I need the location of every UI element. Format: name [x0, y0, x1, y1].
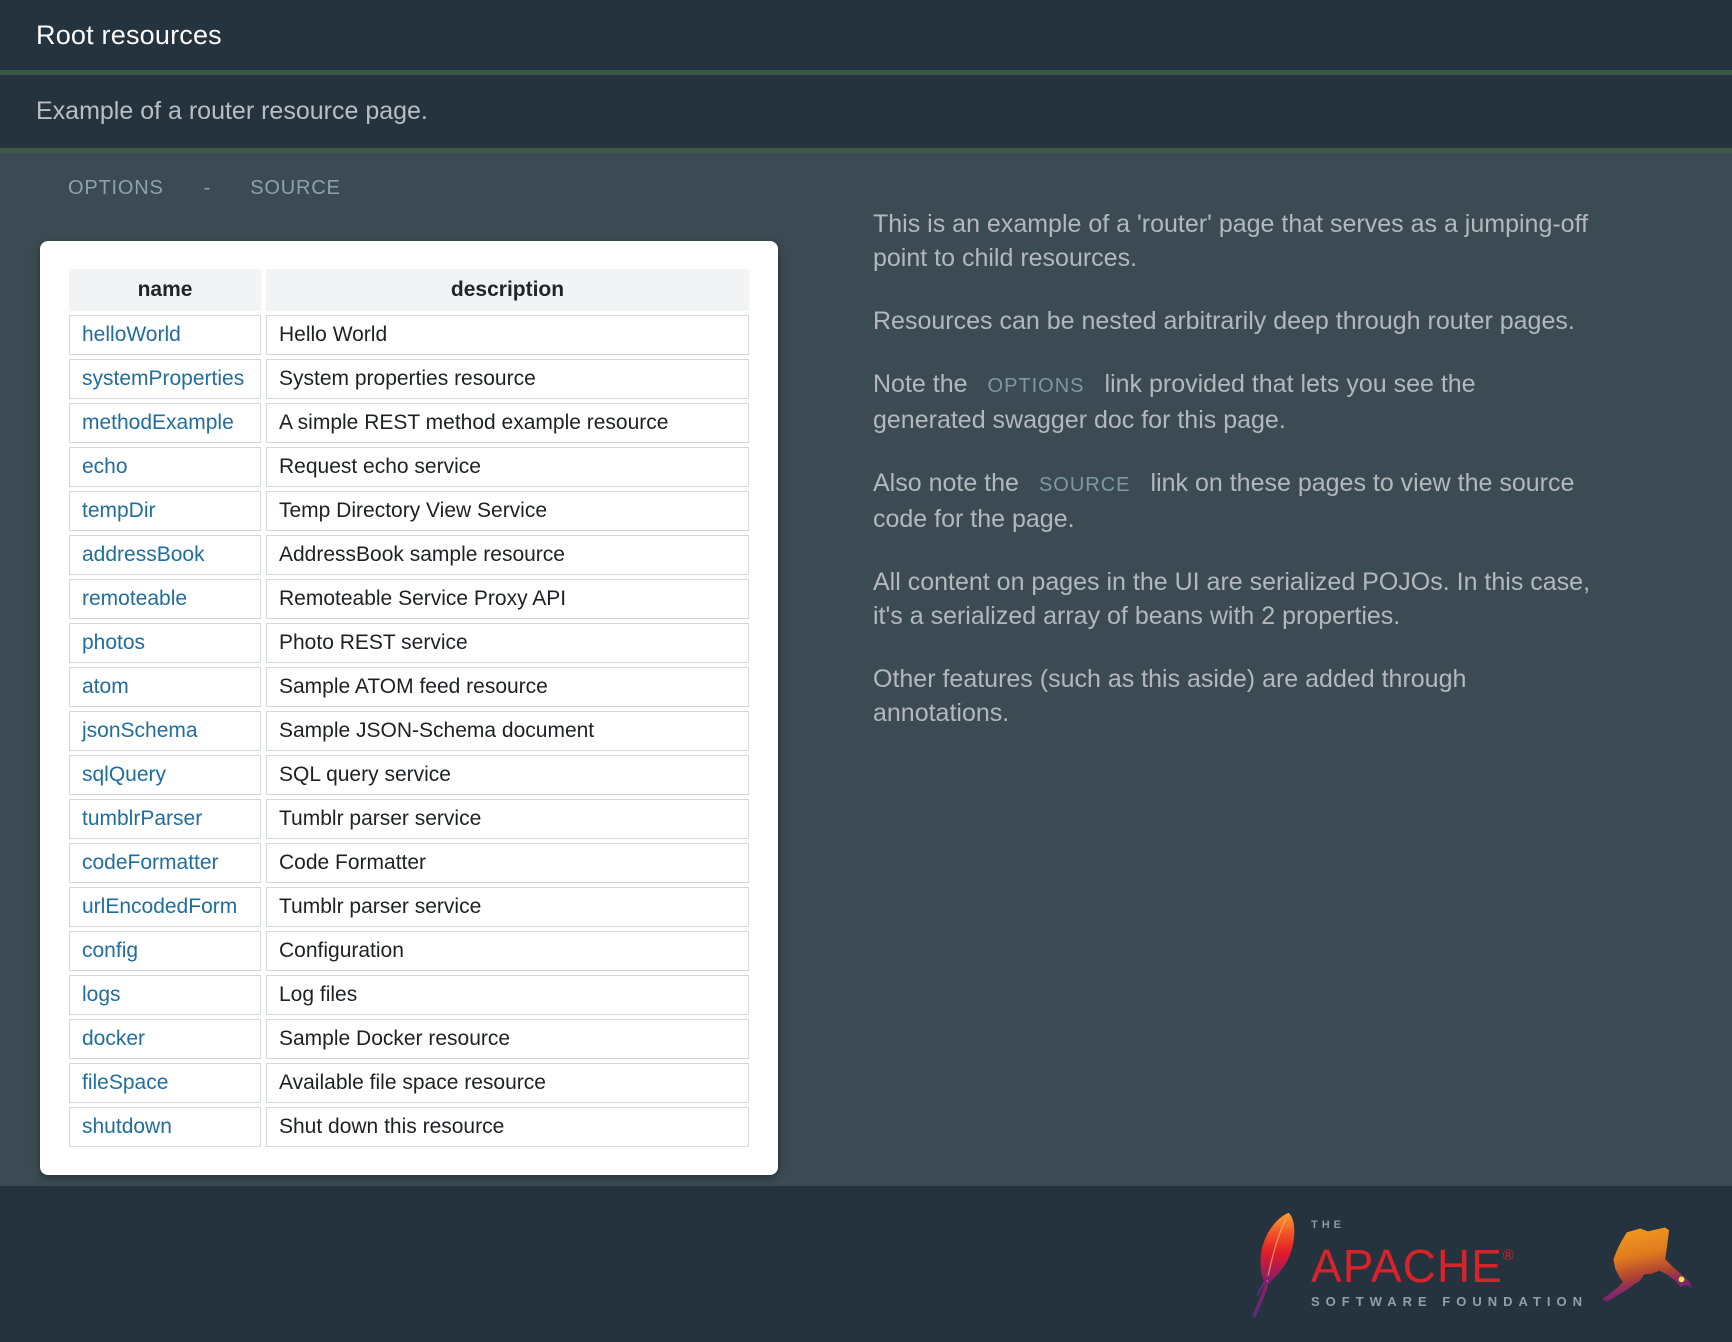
logo-apache-label: APACHE®: [1311, 1240, 1515, 1292]
table-row: [69, 579, 749, 619]
resource-link[interactable]: shutdown: [82, 1115, 172, 1138]
description-cell: Log files: [266, 975, 749, 1015]
name-cell: [69, 315, 261, 355]
description-cell: System properties resource: [266, 359, 749, 399]
description-cell: Configuration: [266, 931, 749, 971]
registered-mark: ®: [1502, 1247, 1515, 1264]
name-cell: [69, 579, 261, 619]
name-cell: [69, 843, 261, 883]
table-row: [69, 359, 749, 399]
table-header-row: [69, 269, 749, 311]
name-cell: [69, 931, 261, 971]
table-row: [69, 315, 749, 355]
description-cell: A simple REST method example resource: [266, 403, 749, 443]
description-cell: Tumblr parser service: [266, 799, 749, 839]
aside-text: [873, 207, 1593, 759]
aside-paragraph: Other features (such as this aside) are added through annotations.: [873, 665, 1467, 727]
aside-paragraph: Also note the SOURCE link on these pages to view the source code for the page.: [873, 469, 1575, 533]
aside-paragraph: Resources can be nested arbitrarily deep through router pages.: [873, 307, 1575, 335]
aside-paragraph: All content on pages in the UI are serialized POJOs. In this case, it's a serialized array of beans with 2 properties.: [873, 568, 1591, 630]
name-cell: [69, 447, 261, 487]
table-row: [69, 755, 749, 795]
description-cell: Tumblr parser service: [266, 887, 749, 927]
resource-link[interactable]: codeFormatter: [82, 851, 219, 874]
name-cell: [69, 491, 261, 531]
alaska-icon: [1598, 1220, 1694, 1308]
name-cell: [69, 887, 261, 927]
resource-link[interactable]: photos: [82, 631, 146, 654]
name-cell: [69, 975, 261, 1015]
resource-link[interactable]: methodExample: [82, 411, 234, 434]
resources-table: [64, 265, 754, 1151]
source-inline-link[interactable]: SOURCE: [1038, 474, 1131, 496]
resource-link[interactable]: config: [82, 939, 139, 962]
description-cell: Hello World: [266, 315, 749, 355]
page-title: Root resources: [36, 19, 222, 50]
table-row: [69, 887, 749, 927]
content-row: [40, 201, 1692, 1175]
apache-feather-icon: [1247, 1210, 1305, 1318]
name-cell: [69, 1107, 261, 1147]
table-row: [69, 931, 749, 971]
resource-link[interactable]: fileSpace: [82, 1071, 169, 1094]
table-row: [69, 447, 749, 487]
description-cell: Temp Directory View Service: [266, 491, 749, 531]
description-cell: AddressBook sample resource: [266, 535, 749, 575]
name-cell: [69, 755, 261, 795]
table-row: [69, 535, 749, 575]
logo-the-label: THE: [1311, 1219, 1346, 1231]
resource-link[interactable]: atom: [82, 675, 129, 698]
description-cell: Sample ATOM feed resource: [266, 667, 749, 707]
resources-table-body: [69, 315, 749, 1147]
table-row: [69, 623, 749, 663]
main-area: [0, 153, 1732, 1186]
table-row: [69, 667, 749, 707]
name-cell: [69, 535, 261, 575]
resource-link[interactable]: jsonSchema: [82, 719, 198, 742]
resource-link[interactable]: helloWorld: [82, 323, 181, 346]
resource-link[interactable]: tempDir: [82, 499, 156, 522]
resource-link[interactable]: addressBook: [82, 543, 205, 566]
name-cell: [69, 711, 261, 751]
description-cell: Available file space resource: [266, 1063, 749, 1103]
column-header-name: name: [69, 269, 261, 311]
description-cell: Sample JSON-Schema document: [266, 711, 749, 751]
name-cell: [69, 623, 261, 663]
source-link[interactable]: SOURCE: [250, 176, 341, 199]
name-cell: [69, 799, 261, 839]
name-cell: [69, 359, 261, 399]
description-cell: Sample Docker resource: [266, 1019, 749, 1059]
table-row: [69, 1107, 749, 1147]
footer-bar: [0, 1186, 1732, 1342]
links-separator: -: [203, 176, 211, 199]
description-cell: Shut down this resource: [266, 1107, 749, 1147]
page-links-row: [40, 175, 1692, 201]
apache-wordmark: [1311, 1219, 1588, 1309]
apache-logo: [1247, 1210, 1694, 1318]
description-cell: SQL query service: [266, 755, 749, 795]
resource-link[interactable]: tumblrParser: [82, 807, 203, 830]
resources-card: [40, 241, 778, 1175]
column-header-description: description: [266, 269, 749, 311]
subtitle-bar: [0, 75, 1732, 148]
table-row: [69, 799, 749, 839]
name-cell: [69, 403, 261, 443]
description-cell: Code Formatter: [266, 843, 749, 883]
resource-link[interactable]: systemProperties: [82, 367, 245, 390]
logo-foundation-label: SOFTWARE FOUNDATION: [1311, 1294, 1588, 1309]
resource-link[interactable]: urlEncodedForm: [82, 895, 238, 918]
page-description: Example of a router resource page.: [36, 97, 428, 125]
resource-link[interactable]: docker: [82, 1027, 146, 1050]
resource-link[interactable]: sqlQuery: [82, 763, 167, 786]
table-row: [69, 1019, 749, 1059]
description-cell: Remoteable Service Proxy API: [266, 579, 749, 619]
resource-link[interactable]: echo: [82, 455, 128, 478]
name-cell: [69, 667, 261, 707]
title-bar: [0, 0, 1732, 70]
description-cell: Request echo service: [266, 447, 749, 487]
name-cell: [69, 1019, 261, 1059]
resource-link[interactable]: remoteable: [82, 587, 188, 610]
options-inline-link[interactable]: OPTIONS: [987, 375, 1085, 397]
table-row: [69, 491, 749, 531]
options-link[interactable]: OPTIONS: [68, 176, 164, 199]
table-row: [69, 403, 749, 443]
aside-paragraph: Note the OPTIONS link provided that lets you see the generated swagger doc for this page.: [873, 370, 1476, 434]
name-cell: [69, 1063, 261, 1103]
table-row: [69, 975, 749, 1015]
aside-paragraph: This is an example of a 'router' page that serves as a jumping-off point to child resources.: [873, 210, 1589, 272]
table-row: [69, 711, 749, 751]
description-cell: Photo REST service: [266, 623, 749, 663]
table-row: [69, 843, 749, 883]
table-row: [69, 1063, 749, 1103]
resource-link[interactable]: logs: [82, 983, 121, 1006]
